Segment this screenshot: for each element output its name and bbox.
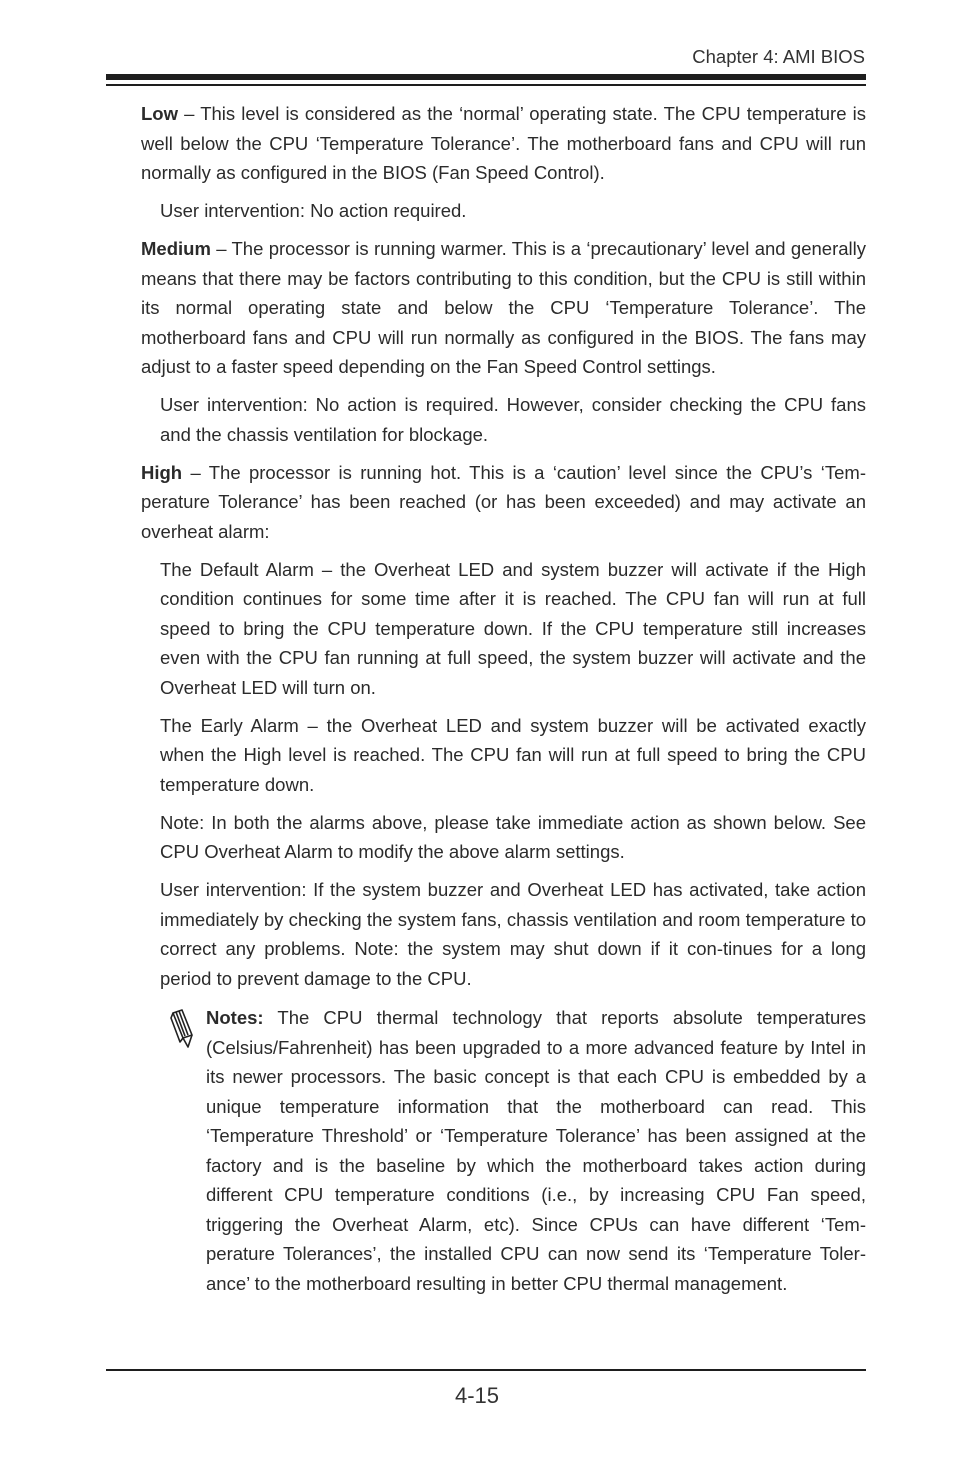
notes-block bbox=[160, 1003, 866, 1298]
page-body bbox=[141, 99, 866, 1298]
high-term: High bbox=[141, 461, 183, 483]
default-alarm-paragraph: The Default Alarm – the Overheat LED and system buzzer will activate if the High condition continues for some time after it is reached. The CPU fan will run at full speed to bring the CPU temperature down. If the CPU temperature still increases even with the CPU fan running at full speed, the system buzzer will activate and the Overheat LED will turn on. bbox=[160, 558, 866, 698]
low-text: – This level is considered as the ‘normal’ operating state. The CPU temperature is well below the CPU ‘Temperature Tolerance’. The motherboard fans and CPU will run normally as configured in the BIOS (Fan Speed Control). bbox=[141, 103, 866, 183]
footer-rule bbox=[106, 1369, 866, 1371]
header-rule-thick bbox=[106, 74, 866, 80]
notes-text: The CPU thermal technology that reports absolute temperatures (Celsius/Fahrenheit) has been upgraded to a more advanced feature by Intel in its newer processors. The basic concept is that each CPU is embedded by a unique temperature information that the motherboard can read. This ‘Temperature Threshold’ or ‘Temperature Tolerance’ has been assigned at the factory and is the baseline by which the motherboard takes action during different CPU temperature conditions (i.e., by increasing CPU Fan speed, triggering the Overheat Alarm, etc). Since CPUs can have different ‘Tem-perature Tolerances’, the installed CPU can now send its ‘Temperature Toler-ance’ to the motherboard resulting in better CPU thermal management. bbox=[206, 1007, 866, 1294]
medium-paragraph bbox=[141, 234, 866, 382]
pencil-note-icon bbox=[168, 1009, 194, 1049]
alarm-note-paragraph: Note: In both the alarms above, please take immediate action as shown below. See CPU Overheat Alarm to modify the above alarm settings. bbox=[160, 811, 866, 862]
page-number: 4-15 bbox=[454, 1383, 500, 1408]
early-alarm-paragraph: The Early Alarm – the Overheat LED and system buzzer will be activated exactly when the High level is reached. The CPU fan will run at full speed to bring the CPU temperature down. bbox=[160, 714, 866, 795]
high-intervention: User intervention: If the system buzzer and Overheat LED has activated, take action immediately by checking the system fans, chassis ventilation and room temperature to correct any problems. Note: the system may shut down if it con-tinues for a long period to prevent damage to the CPU. bbox=[160, 879, 866, 989]
header-rule-thin bbox=[106, 84, 866, 86]
medium-intervention: User intervention: No action is required. However, consider checking the CPU fans and the chassis ventilation for blockage. bbox=[160, 394, 866, 445]
medium-text: – The processor is running warmer. This is a ‘precautionary’ level and generally means that there may be factors contributing to this condition, but the CPU is still within its normal operating state and below the CPU ‘Temperature Tolerance’. The motherboard fans and CPU will run normally as configured in the BIOS. The fans may adjust to a faster speed depending on the Fan Speed Control settings. bbox=[141, 238, 866, 377]
low-intervention: User intervention: No action required. bbox=[160, 200, 467, 221]
low-paragraph bbox=[141, 99, 866, 188]
medium-term: Medium bbox=[141, 238, 211, 259]
notes-label: Notes: bbox=[206, 1007, 264, 1028]
low-term: Low bbox=[141, 103, 178, 124]
high-text: – The processor is running hot. This is a ‘caution’ level since the CPU’s ‘Tem-perature Tolerance’ has been reached (or has been exceeded) and may activate an overheat alarm: bbox=[141, 461, 866, 542]
high-paragraph bbox=[141, 458, 866, 547]
chapter-header: Chapter 4: AMI BIOS bbox=[692, 46, 865, 67]
